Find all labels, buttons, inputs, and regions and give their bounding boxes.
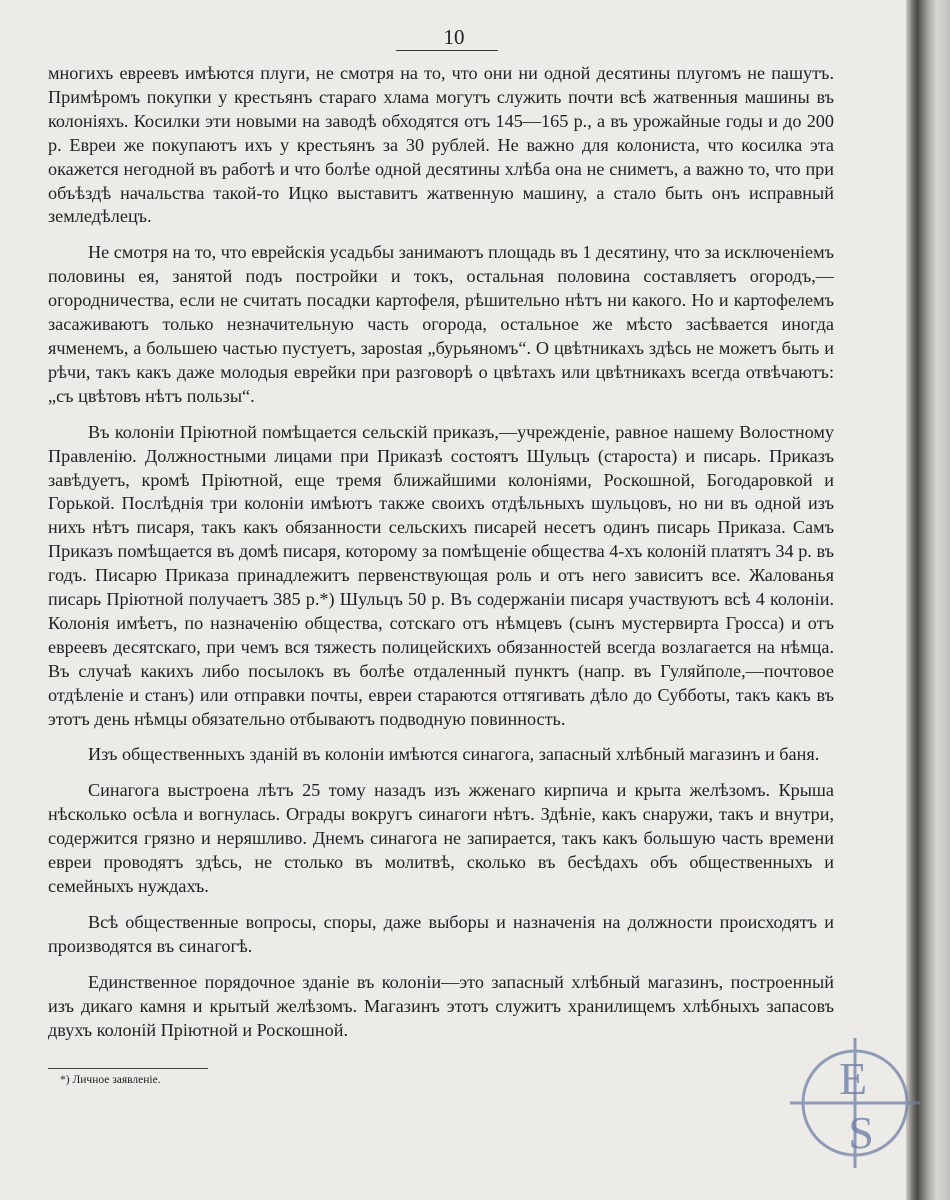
- paragraph: многихъ евреевъ имѣются плуги, не смотря на то, что они ни одной десятины плугомъ не пашутъ. Примѣромъ покупки у крестьянъ стараго хлама могутъ служить почти всѣ жатвенныя машины въ колоніяхъ. Косилки эти новыми на заводѣ обходятся отъ 145—165 р., а въ урожайные годы и до 200 р. Евреи же покупаютъ ихъ у крестьянъ за 30 рублей. Не важно для колониста, что косилка эта окажется негодной въ работѣ и что болѣе одной десятины хлѣба она не сниметъ, а важно то, что при объѣздѣ начальства такой-то Ицко выставитъ жатвенную машину, а стало быть онъ исправный земледѣлецъ.: [48, 63, 834, 227]
- paragraph: Въ колоніи Пріютной помѣщается сельскій приказъ,—учрежденіе, равное нашему Волостному Правленію. Должностными лицами при Приказѣ состоятъ Шульцъ (староста) и писарь. Приказъ завѣдуетъ, кромѣ Пріютной, еще тремя ближайшими колоніями, Роскошной, Богодаровкой и Горькой. Послѣднія три колоніи имѣютъ также своихъ отдѣльныхъ шульцовъ, но ни въ одной изъ нихъ нѣтъ писаря, такъ какъ обязанности сельскихъ писарей несетъ одинъ писарь Приказа. Самъ Приказъ помѣщается въ домѣ писаря, которому за помѣщеніе общества 4-хъ колоній платятъ 34 р. въ годъ. Писарю Приказа принадлежитъ первенствующая роль и отъ него зависитъ все. Жалованья писарь Пріютной получаетъ 385 р.*) Шульцъ 50 р. Въ содержаніи писаря участвуютъ всѣ 4 колоніи. Колонія имѣетъ, по назначенію общества, сотскаго отъ нѣмцевъ (сынъ мустервирта Гросса) и отъ евреевъ десятскаго, при чемъ вся тяжесть полицейскихъ обязанностей всегда возлагается на нѣмца. Въ случаѣ какихъ либо посылокъ въ болѣе отдаленный пунктъ (напр. въ Гуляйполе,—почтовое отдѣленіе и станъ) или отправки почты, евреи стараются оттягивать дѣло до Субботы, такъ какъ въ этотъ день нѣмцы обязательно отбываютъ подводную повинность.: [48, 421, 834, 729]
- footnote: *) Личное заявленіе.: [60, 1074, 161, 1086]
- header-rule: [396, 50, 498, 51]
- seal-letter-top: E: [838, 1053, 868, 1104]
- seal-letter-bottom: S: [848, 1107, 874, 1158]
- library-seal-icon: [790, 1038, 920, 1168]
- paragraph: Единственное порядочное зданіе въ колоніи—это запасный хлѣбный магазинъ, построенный изъ дикаго камня и крытый желѣзомъ. Магазинъ этотъ служитъ хранилищемъ хлѣбныхъ запасовъ двухъ колоній Пріютной и Роскошной.: [48, 971, 834, 1040]
- book-spine-shadow: [906, 0, 950, 1200]
- page-number: 10: [443, 25, 465, 49]
- paragraph: Синагога выстроена лѣтъ 25 тому назадъ изъ жженаго кирпича и крыта желѣзомъ. Крыша нѣсколько осѣла и вогнулась. Ограды вокругъ синагоги нѣтъ. Здѣніе, какъ снаружи, такъ и внутри, содержится грязно и неряшливо. Днемъ синагога не запирается, такъ какъ большую часть времени евреи проводятъ здѣсь, не столько въ молитвѣ, сколько въ бесѣдахъ объ общественныхъ и семейныхъ нуждахъ.: [48, 780, 834, 896]
- body-text: [48, 62, 834, 1054]
- paragraph: Не смотря на то, что еврейскія усадьбы занимаютъ площадь въ 1 десятину, что за исключеніемъ половины ея, занятой подъ постройки и токъ, остальная половина составляетъ огородъ,—огородничества, если не считать посадки картофеля, рѣшительно нѣтъ ни какого. Но и картофелемъ засаживаютъ только незначительную часть огорода, остальное же мѣсто засѣвается иногда ячменемъ, а большею частью пустуетъ, зарostая „бурьяномъ“. О цвѣтникахъ здѣсь не можетъ быть и рѣчи, такъ какъ даже молодыя еврейки при разговорѣ о цвѣтахъ или цвѣтникахъ всегда отвѣчаютъ: „съ цвѣтовъ нѣтъ пользы“.: [48, 242, 834, 406]
- paragraph: Изъ общественныхъ зданій въ колоніи имѣются синагога, запасный хлѣбный магазинъ и баня.: [88, 744, 820, 765]
- footnote-rule: [48, 1068, 208, 1069]
- paragraph: Всѣ общественные вопросы, споры, даже выборы и назначенія на должности происходятъ и производятся въ синагогѣ.: [48, 911, 834, 956]
